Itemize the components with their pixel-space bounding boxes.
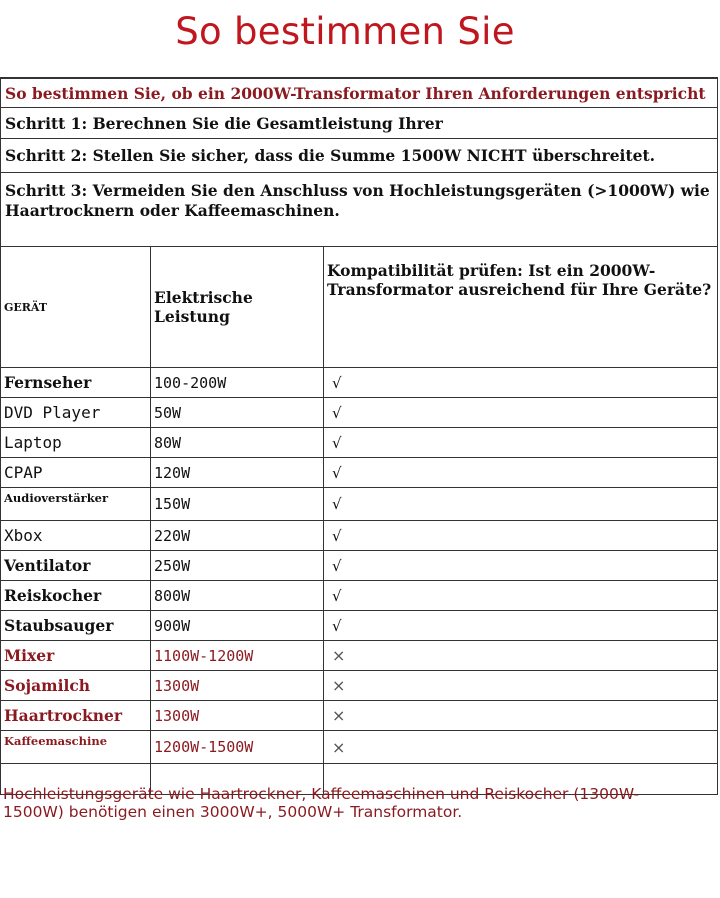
check-mark-icon: √: [324, 368, 718, 398]
device-name: Xbox: [1, 521, 151, 551]
device-power: 120W: [151, 458, 324, 488]
compatibility-table: [0, 246, 718, 795]
check-mark-icon: √: [324, 458, 718, 488]
cross-mark-icon: ×: [324, 731, 718, 764]
device-name: Haartrockner: [1, 701, 151, 731]
table-row: [1, 581, 718, 611]
device-name: Kaffeemaschine: [1, 731, 151, 764]
device-power: 50W: [151, 398, 324, 428]
check-mark-icon: √: [324, 428, 718, 458]
device-power: 900W: [151, 611, 324, 641]
step-1: Schritt 1: Berechnen Sie die Gesamtleistung Ihrer: [0, 107, 718, 138]
header-device: GERÄT: [1, 247, 151, 368]
device-power: 1300W: [151, 701, 324, 731]
device-power: 1300W: [151, 671, 324, 701]
device-power: 800W: [151, 581, 324, 611]
table-row: [1, 641, 718, 671]
device-name: Mixer: [1, 641, 151, 671]
device-power: 100-200W: [151, 368, 324, 398]
table-row: [1, 458, 718, 488]
table-row: [1, 428, 718, 458]
device-name: Sojamilch: [1, 671, 151, 701]
device-power: 1200W-1500W: [151, 731, 324, 764]
device-power: 80W: [151, 428, 324, 458]
footer-note: Hochleistungsgeräte wie Haartrockner, Kaffeemaschinen und Reiskocher (1300W-1500W) benötigen einen 3000W+, 5000W+ Transformator.: [3, 785, 640, 821]
device-power: 250W: [151, 551, 324, 581]
table-row: [1, 611, 718, 641]
guide-sheet: [0, 77, 718, 795]
device-name: Ventilator: [1, 551, 151, 581]
device-name: Audioverstärker: [1, 488, 151, 521]
cross-mark-icon: ×: [324, 671, 718, 701]
step-3: Schritt 3: Vermeiden Sie den Anschluss von Hochleistungsgeräten (>1000W) wie Haartrocknern oder Kaffeemaschinen.: [0, 172, 718, 246]
step-2: Schritt 2: Stellen Sie sicher, dass die Summe 1500W NICHT überschreitet.: [0, 138, 718, 172]
check-mark-icon: √: [324, 581, 718, 611]
table-row: [1, 521, 718, 551]
table-row: [1, 551, 718, 581]
device-name: Staubsauger: [1, 611, 151, 641]
table-row: [1, 368, 718, 398]
device-power: 220W: [151, 521, 324, 551]
table-row: [1, 671, 718, 701]
intro-heading: So bestimmen Sie, ob ein 2000W-Transformator Ihren Anforderungen entspricht: [0, 77, 718, 107]
table-row: [1, 398, 718, 428]
device-power: 1100W-1200W: [151, 641, 324, 671]
page-title: So bestimmen Sie: [175, 10, 515, 53]
check-mark-icon: √: [324, 521, 718, 551]
device-name: Laptop: [1, 428, 151, 458]
check-mark-icon: √: [324, 551, 718, 581]
device-name: Fernseher: [1, 368, 151, 398]
header-compatibility: Kompatibilität prüfen: Ist ein 2000W-Transformator ausreichend für Ihre Geräte?: [324, 247, 718, 368]
device-name: Reiskocher: [1, 581, 151, 611]
device-power: 150W: [151, 488, 324, 521]
header-power: Elektrische Leistung: [151, 247, 324, 368]
cross-mark-icon: ×: [324, 641, 718, 671]
cross-mark-icon: ×: [324, 701, 718, 731]
check-mark-icon: √: [324, 611, 718, 641]
table-header-row: [1, 247, 718, 368]
table-row: [1, 701, 718, 731]
table-row: [1, 488, 718, 521]
check-mark-icon: √: [324, 398, 718, 428]
device-name: CPAP: [1, 458, 151, 488]
check-mark-icon: √: [324, 488, 718, 521]
device-name: DVD Player: [1, 398, 151, 428]
table-row: [1, 731, 718, 764]
